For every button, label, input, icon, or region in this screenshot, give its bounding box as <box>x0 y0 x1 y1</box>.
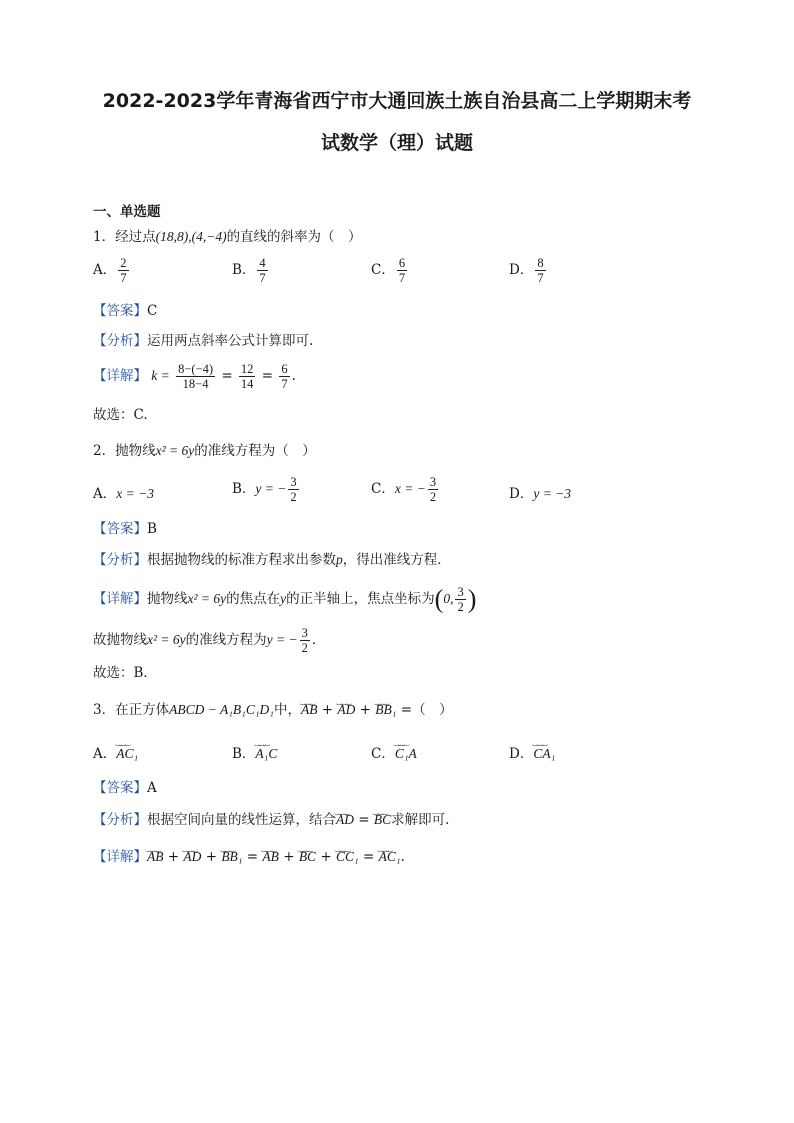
close-paren: ) <box>467 584 477 614</box>
option-fraction <box>257 256 267 285</box>
vector-ad: ‿‿‿ AD <box>336 810 354 830</box>
q1-option-d <box>509 256 548 285</box>
q2-option-b <box>232 475 301 504</box>
q3-stem-post: =（ ） <box>400 702 453 718</box>
question-1-stem <box>93 227 362 247</box>
q1-option-b <box>232 256 270 285</box>
option-label: C． <box>371 262 395 278</box>
numerator: 12 <box>240 362 254 376</box>
numerator: 8−(−4) <box>178 362 214 376</box>
section-heading: 一、单选题 <box>93 204 161 220</box>
answer-tag: 【答案】 <box>93 303 147 319</box>
vector-ab: ‿‿‿ AB <box>147 847 164 867</box>
detail-fraction-1 <box>176 362 215 391</box>
q2-option-c <box>371 475 440 504</box>
q2-stem-math: x² = 6y <box>155 443 195 458</box>
vector-bb1: ‿‿‿ BB₁ <box>221 847 242 867</box>
vector-ab: ‿‿‿ AB <box>262 847 279 867</box>
q3-option-d <box>509 742 555 762</box>
q2-stem-post: 的准线方程为（ ） <box>194 443 316 459</box>
q1-option-c <box>371 256 409 285</box>
option-label: B． <box>232 481 256 497</box>
option-math: y = −3 <box>533 486 572 501</box>
vector-ad: ‿‿‿ AD <box>337 700 355 720</box>
q1-stem-math: (18,8),(4,−4) <box>155 229 227 244</box>
numerator: 3 <box>290 475 297 489</box>
vector-bc: ‿‿‿ BC <box>374 810 391 830</box>
q2-choose: 故选：B． <box>93 665 157 681</box>
option-fraction <box>288 475 298 504</box>
detail-text: 的准线方程为 <box>185 632 267 648</box>
vector-ab: ‿‿‿ AB <box>301 700 318 720</box>
detail-fraction <box>300 626 310 655</box>
denominator: 7 <box>537 271 544 285</box>
q3-detail: 【详解】‿‿‿ AB + ‿‿‿ AD + ‿‿‿ BB₁ = ‿‿‿ AB + ‿‿‿ BC + ‿‿‿ CC₁ = ‿‿‿ AC₁. <box>93 847 405 867</box>
option-fraction <box>535 256 545 285</box>
q3-stem-cube: ABCD − A₁B₁C₁D₁ <box>169 702 274 717</box>
vector-cc1: ‿‿‿ CC₁ <box>336 847 359 867</box>
denominator: 2 <box>457 600 464 614</box>
q3-stem-mid: 中， <box>273 702 301 718</box>
option-label: D． <box>509 262 534 278</box>
numerator: 4 <box>259 256 266 270</box>
detail-point: 0, <box>443 591 454 606</box>
detail-end: . <box>291 368 296 384</box>
option-vector: ‿‿‿ AC₁ <box>116 746 138 762</box>
numerator: 6 <box>398 256 406 270</box>
detail-tag: 【详解】 <box>93 849 147 865</box>
q2-directrix-line <box>93 626 325 655</box>
numerator: 2 <box>120 256 127 270</box>
detail-math: x² = 6y <box>147 632 186 647</box>
detail-tag: 【详解】 <box>93 591 147 607</box>
option-label: C． <box>371 746 395 762</box>
answer-tag: 【答案】 <box>93 521 147 537</box>
q3-option-a <box>93 742 138 762</box>
equals-sign: = <box>261 368 274 384</box>
detail-fraction <box>455 585 465 614</box>
detail-text: 的正半轴上，焦点坐标为 <box>286 591 435 607</box>
option-fraction <box>397 256 407 285</box>
option-math: x = − <box>394 481 426 496</box>
q3-option-c <box>371 742 417 762</box>
equals-sign: = <box>221 368 233 384</box>
q2-analysis <box>93 550 451 570</box>
option-label: D． <box>509 486 534 502</box>
numerator: 8 <box>537 256 544 270</box>
q3-stem-pre: 3．在正方体 <box>93 702 170 718</box>
detail-text: 抛物线 <box>147 591 188 607</box>
option-label: D． <box>509 746 534 762</box>
option-label: A． <box>93 262 117 278</box>
option-math: y = − <box>255 481 287 496</box>
answer-tag: 【答案】 <box>93 780 147 796</box>
q1-detail <box>93 362 296 391</box>
denominator: 18−4 <box>182 377 209 391</box>
analysis-math: p <box>336 552 343 567</box>
q1-stem-pre: 1．经过点 <box>93 229 156 245</box>
answer-value: A <box>147 780 157 796</box>
option-label: C． <box>371 481 395 497</box>
page-title-line2: 试数学（理）试题 <box>320 132 473 154</box>
q2-stem-pre: 2．抛物线 <box>93 443 156 459</box>
analysis-tag: 【分析】 <box>93 552 147 568</box>
denominator: 2 <box>429 490 437 504</box>
answer-value: C <box>147 303 158 319</box>
numerator: 3 <box>301 626 308 640</box>
numerator: 3 <box>457 585 464 599</box>
option-vector: ‿‿‿ C₁A <box>395 746 417 762</box>
page-title-line1: 2022-2023学年青海省西宁市大通回族土族自治县高二上学期期末考 <box>102 90 692 112</box>
q2-answer <box>93 519 157 539</box>
open-paren: ( <box>434 584 444 614</box>
analysis-tag: 【分析】 <box>93 333 147 349</box>
denominator: 7 <box>281 377 288 391</box>
q1-choose: 故选：C. <box>93 407 148 423</box>
detail-end: . <box>400 849 405 865</box>
detail-text: 故抛物线 <box>93 632 147 648</box>
option-vector: ‿‿‿ A₁C <box>255 746 277 762</box>
analysis-text: 运用两点斜率公式计算即可. <box>147 333 314 349</box>
detail-math: x² = 6y <box>187 591 227 606</box>
q1-answer <box>93 301 157 321</box>
option-fraction <box>428 475 438 504</box>
option-label: B． <box>232 746 256 762</box>
q1-stem-post: 的直线的斜率为（ ） <box>226 229 362 245</box>
vector-bb1: ‿‿‿ BB₁ <box>375 700 396 720</box>
option-label: B． <box>232 262 256 278</box>
numerator: 6 <box>281 362 288 376</box>
denominator: 7 <box>120 271 127 285</box>
option-vector: ‿‿‿ CA₁ <box>533 746 555 762</box>
vector-ac1: ‿‿‿ AC₁ <box>379 847 401 867</box>
analysis-text: 根据空间向量的线性运算，结合 <box>147 812 336 828</box>
detail-fraction-3 <box>279 362 289 391</box>
q3-answer <box>93 778 157 798</box>
denominator: 7 <box>398 271 406 285</box>
analysis-text: 求解即可. <box>391 812 450 828</box>
numerator: 3 <box>429 475 437 489</box>
detail-math: y = − <box>266 632 298 647</box>
q1-option-a <box>93 256 131 285</box>
vector-ad: ‿‿‿ AD <box>183 847 201 867</box>
vector-bc: ‿‿‿ BC <box>299 847 316 867</box>
q3-option-b <box>232 742 277 762</box>
q1-analysis <box>93 331 313 351</box>
detail-text: 的焦点在 <box>226 591 281 607</box>
option-label: A． <box>93 486 117 502</box>
analysis-text: 根据抛物线的标准方程求出参数 <box>147 552 336 568</box>
detail-math: y <box>280 591 287 606</box>
detail-k: k = <box>151 368 170 383</box>
option-fraction <box>118 256 128 285</box>
q3-analysis: 【分析】根据空间向量的线性运算，结合‿‿‿ AD = ‿‿‿ BC求解即可. <box>93 810 449 830</box>
option-label: A． <box>93 746 117 762</box>
answer-value: B <box>147 521 157 537</box>
denominator: 2 <box>301 641 308 655</box>
denominator: 2 <box>290 490 297 504</box>
question-3-stem: 3．在正方体ABCD − A₁B₁C₁D₁中，‿‿‿ AB + ‿‿‿ AD + ‿‿‿ BB₁ =（ ） <box>93 700 453 720</box>
question-2-stem <box>93 441 316 461</box>
q2-option-a <box>93 482 154 502</box>
denominator: 7 <box>259 271 266 285</box>
analysis-text: ，得出准线方程． <box>342 552 451 568</box>
q2-detail <box>93 585 476 614</box>
detail-end: ． <box>311 632 326 648</box>
detail-tag: 【详解】 <box>93 368 147 384</box>
denominator: 14 <box>240 377 254 391</box>
q2-option-d <box>509 482 571 502</box>
detail-fraction-2 <box>239 362 256 391</box>
option-math: x = −3 <box>116 486 154 501</box>
analysis-tag: 【分析】 <box>93 812 147 828</box>
